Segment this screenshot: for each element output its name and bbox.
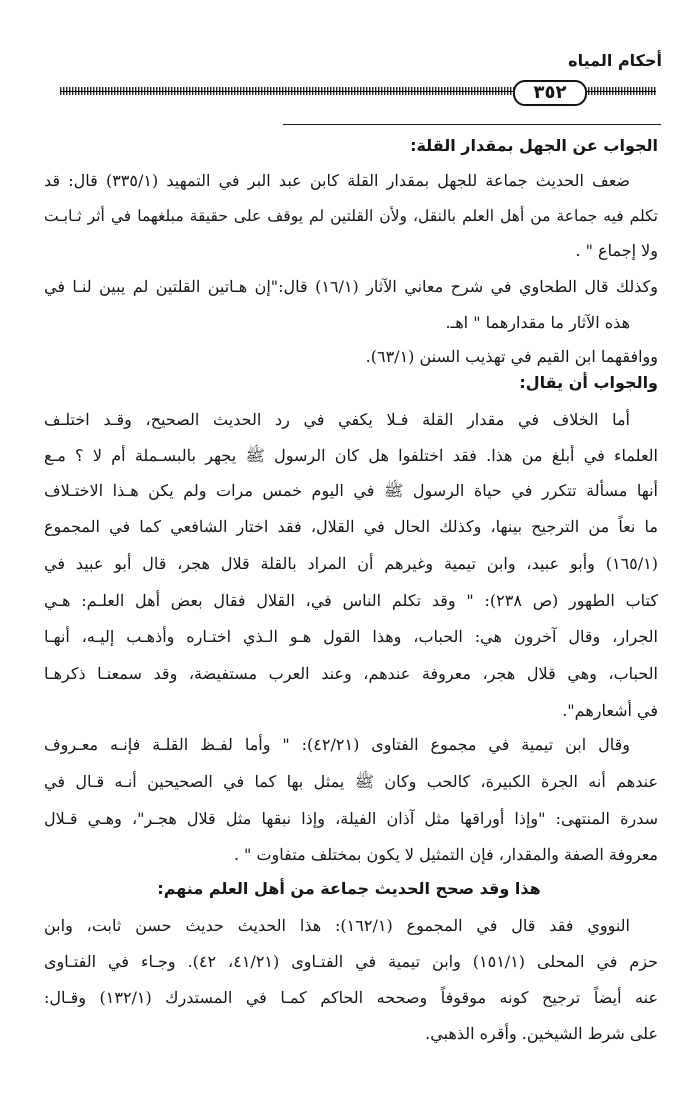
- page-number: ٣٥٢: [513, 80, 587, 106]
- paragraph-line: أما الخلاف في مقدار القلة فـلا يكفي في رد الحديث الصحيح، وقـد اختلـف: [44, 410, 630, 429]
- running-head-title: أحكام المياه: [568, 51, 662, 70]
- section-heading-answer-quantity: الجواب عن الجهل بمقدار القلة:: [410, 136, 658, 155]
- paragraph-line: عنه أيضاً ترجيح كونه موقوفاً وصححه الحاكم كمـا في المستدرك (١٣٢/١) وقـال:: [44, 988, 658, 1007]
- paragraph-line: العلماء في أبلغ من هذا. فقد اختلفوا هل كان الرسول ﷺ يجهر بالبسـملة أم لا ؟ مـع: [44, 446, 658, 465]
- paragraph-line: (١٦٥/١) وأبو عبيد، وابن تيمية وغيرهم أن المراد بالقلة قلال هجر، قال أبو عبيد في: [44, 554, 658, 573]
- paragraph-line: وكذلك قال الطحاوي في شرح معاني الآثار (١٦/١) قال:"إن هـاتين القلتين لم يبين لنـا في: [44, 277, 658, 296]
- paragraph-line: سدرة المنتهى: "وإذا أوراقها مثل آذان الفيلة، وإذا نبقها مثل قلال هجـر"، وهـي قـلال: [44, 809, 658, 828]
- text-top-rule: [283, 124, 661, 125]
- paragraph-line: أنها مسألة تتكرر في حياة الرسول ﷺ في اليوم خمس مرات ولم يكن هـذا الاختـلاف: [44, 481, 658, 500]
- paragraph-line: الحباب، وهي قلال هجر، معروفة عندهم، وعند العرب مستفيضة، وقد سمعنـا ذكرهـا: [44, 664, 658, 683]
- paragraph-line: ما نعاً من الترجيح بينها، وكذلك الحال في القلال، فقد اختار الشافعي كما في المجموع: [44, 517, 658, 536]
- paragraph-line: النووي فقد قال في المجموع (١٦٢/١): هذا الحديث حديث حسن ثابت، وابن: [44, 916, 630, 935]
- paragraph-line: الجرار، وقال آخرون هي: الحباب، وهذا القول هـو الـذي اختـاره وأذهـب إليـه، أنهـا: [44, 627, 658, 646]
- paragraph-line: ووافقهما ابن القيم في تهذيب السنن (٦٣/١).: [365, 347, 658, 366]
- paragraph-line: ولا إجماع " .: [575, 241, 658, 260]
- section-heading-authenticated-by: هذا وقد صحح الحديث جماعة من أهل العلم منهم:: [157, 879, 541, 898]
- paragraph-line: هذه الآثار ما مقدارهما " اهـ.: [445, 313, 630, 332]
- paragraph-line: كتاب الطهور (ص ٢٣٨): " وقد تكلم الناس في، القلال فقال بعض أهل العلـم: هـي: [44, 591, 658, 610]
- paragraph-line: تكلم فيه جماعة من أهل العلم بالنقل، ولأن القلتين لم يوقف على حقيقة مبلغهما في أثر ثـابـت: [44, 207, 658, 225]
- paragraph-line: ضعف الحديث جماعة للجهل بمقدار القلة كابن عبد البر في التمهيد (٣٣٥/١) قال: قد: [44, 171, 630, 190]
- paragraph-line: حزم في المحلى (١٥١/١) وابن تيمية في الفتـاوى (٤١/٢١، ٤٢). وجـاء في الفتـاوى: [44, 952, 658, 971]
- paragraph-line: في أشعارهم".: [562, 701, 658, 720]
- paragraph-line: على شرط الشيخين. وأقره الذهبي.: [425, 1024, 658, 1043]
- section-heading-reply: والجواب أن يقال:: [519, 373, 658, 392]
- paragraph-line: عندهم أنه الجرة الكبيرة، كالحب وكان ﷺ يمثل بها كما في الصحيحين أنـه قـال في: [44, 772, 658, 791]
- paragraph-line: معروفة الصفة والمقدار، فإن التمثيل لا يكون بمختلف متفاوت " .: [233, 845, 658, 864]
- paragraph-line: وقال ابن تيمية في مجموع الفتاوى (٤٢/٢١): " وأما لفـظ القلـة فإنـه معـروف: [44, 735, 630, 754]
